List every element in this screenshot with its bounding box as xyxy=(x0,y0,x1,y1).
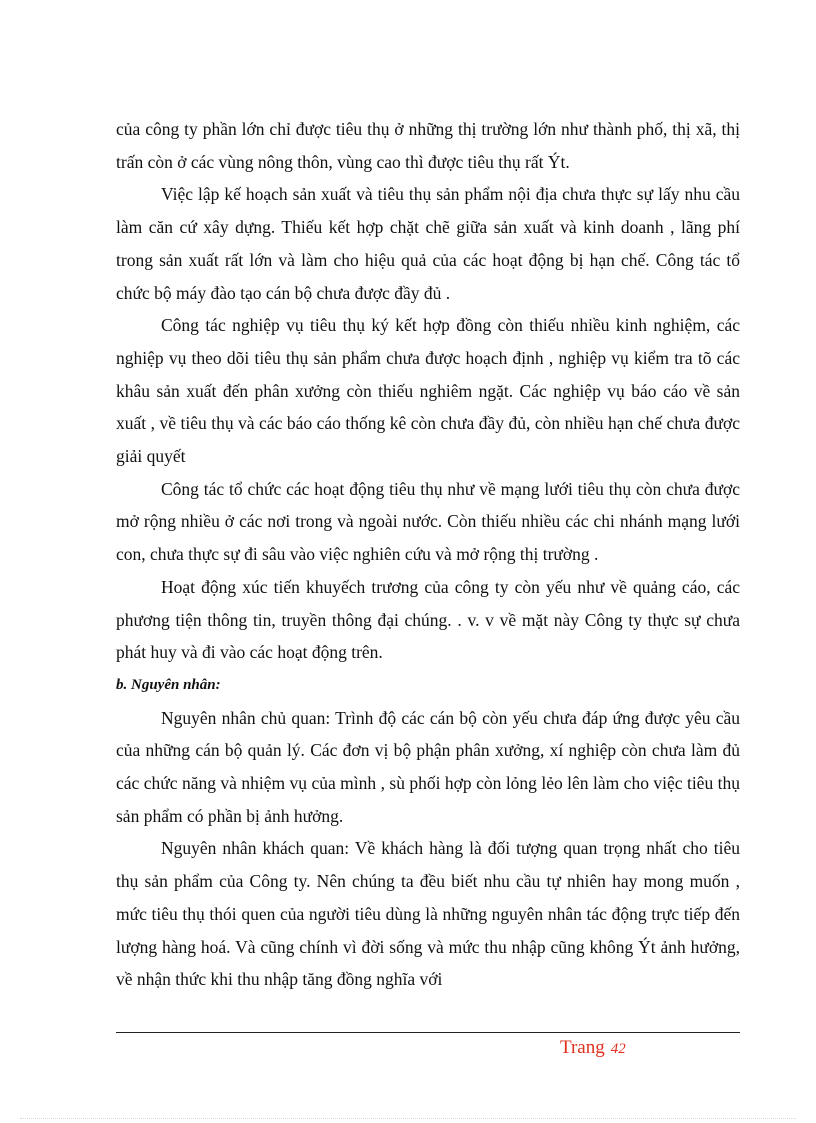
body-text xyxy=(116,113,740,996)
page-number: 42 xyxy=(610,1041,626,1057)
paragraph-continuation: của công ty phần lớn chỉ được tiêu thụ ở những thị trường lớn như thành phố, thị xã, thị trấn còn ở các vùng nông thôn, vùng cao thì được tiêu thụ rất Ýt. xyxy=(116,119,740,172)
paragraph-distribution-network: Công tác tổ chức các hoạt động tiêu thụ như về mạng lưới tiêu thụ còn chưa được mở rộng nhiều ở các nơi trong và ngoài nước. Còn thiếu nhiều các chi nhánh mạng lưới con, chưa thực sự đi sâu vào việc nghiên cứu và mở rộng thị trường . xyxy=(116,478,740,565)
paragraph-promotion: Hoạt động xúc tiến khuyếch trương của công ty còn yếu như về quảng cáo, các phương tiện thông tin, truyền thông đại chúng. . v. v về mặt này Công ty thực sự chưa phát huy và đi vào các hoạt động trên. xyxy=(116,576,740,663)
paragraph-sales-operations: Công tác nghiệp vụ tiêu thụ ký kết hợp đồng còn thiếu nhiều kinh nghiệm, các nghiệp vụ theo dõi tiêu thụ sản phẩm chưa được hoạch định , nghiệp vụ kiểm tra tõ các khâu sản xuất đến phân xưởng còn thiếu nghiêm ngặt. Các nghiệp vụ báo cáo về sản xuất , về tiêu thụ và các báo cáo thống kê còn chưa đầy đủ, còn nhiều hạn chế chưa được giải quyết xyxy=(116,315,740,467)
paragraph-objective-causes: Nguyên nhân khách quan: Về khách hàng là đối tượng quan trọng nhất cho tiêu thụ sản phẩm của Công ty. Nên chúng ta đều biết nhu cầu tự nhiên hay mong muốn , mức tiêu thụ thói quen của người tiêu dùng là những nguyên nhân tác động trực tiếp đến lượng hàng hoá. Và cũng chính vì đời sống và mức thu nhập cũng không Ýt ảnh hưởng, về nhận thức khi thu nhập tăng đồng nghĩa với xyxy=(116,838,740,990)
paragraph-subjective-causes: Nguyên nhân chủ quan: Trình độ các cán bộ còn yếu chưa đáp ứng được yêu cầu của những cán bộ quản lý. Các đơn vị bộ phận phân xưởng, xí nghiệp còn chưa làm đủ các chức năng và nhiệm vụ của mình , sù phối hợp còn lỏng lẻo lên làm cho việc tiêu thụ sản phẩm có phần bị ảnh hưởng. xyxy=(116,707,740,826)
paragraph-production-planning: Việc lập kế hoạch sản xuất và tiêu thụ sản phẩm nội địa chưa thực sự lấy nhu cầu làm căn cứ xây dựng. Thiếu kết hợp chặt chẽ giữa sản xuất và kinh doanh , lãng phí trong sản xuất rất lớn và làm cho hiệu quả của các hoạt động bị hạn chế. Công tác tổ chức bộ máy đào tạo cán bộ chưa được đầy đủ . xyxy=(116,184,740,303)
section-heading-causes: b. Nguyên nhân: xyxy=(116,676,221,693)
footer-divider xyxy=(116,1032,740,1033)
page-label: Trang xyxy=(560,1037,605,1058)
page-bottom-border xyxy=(20,1118,796,1119)
page-footer xyxy=(560,1037,626,1059)
